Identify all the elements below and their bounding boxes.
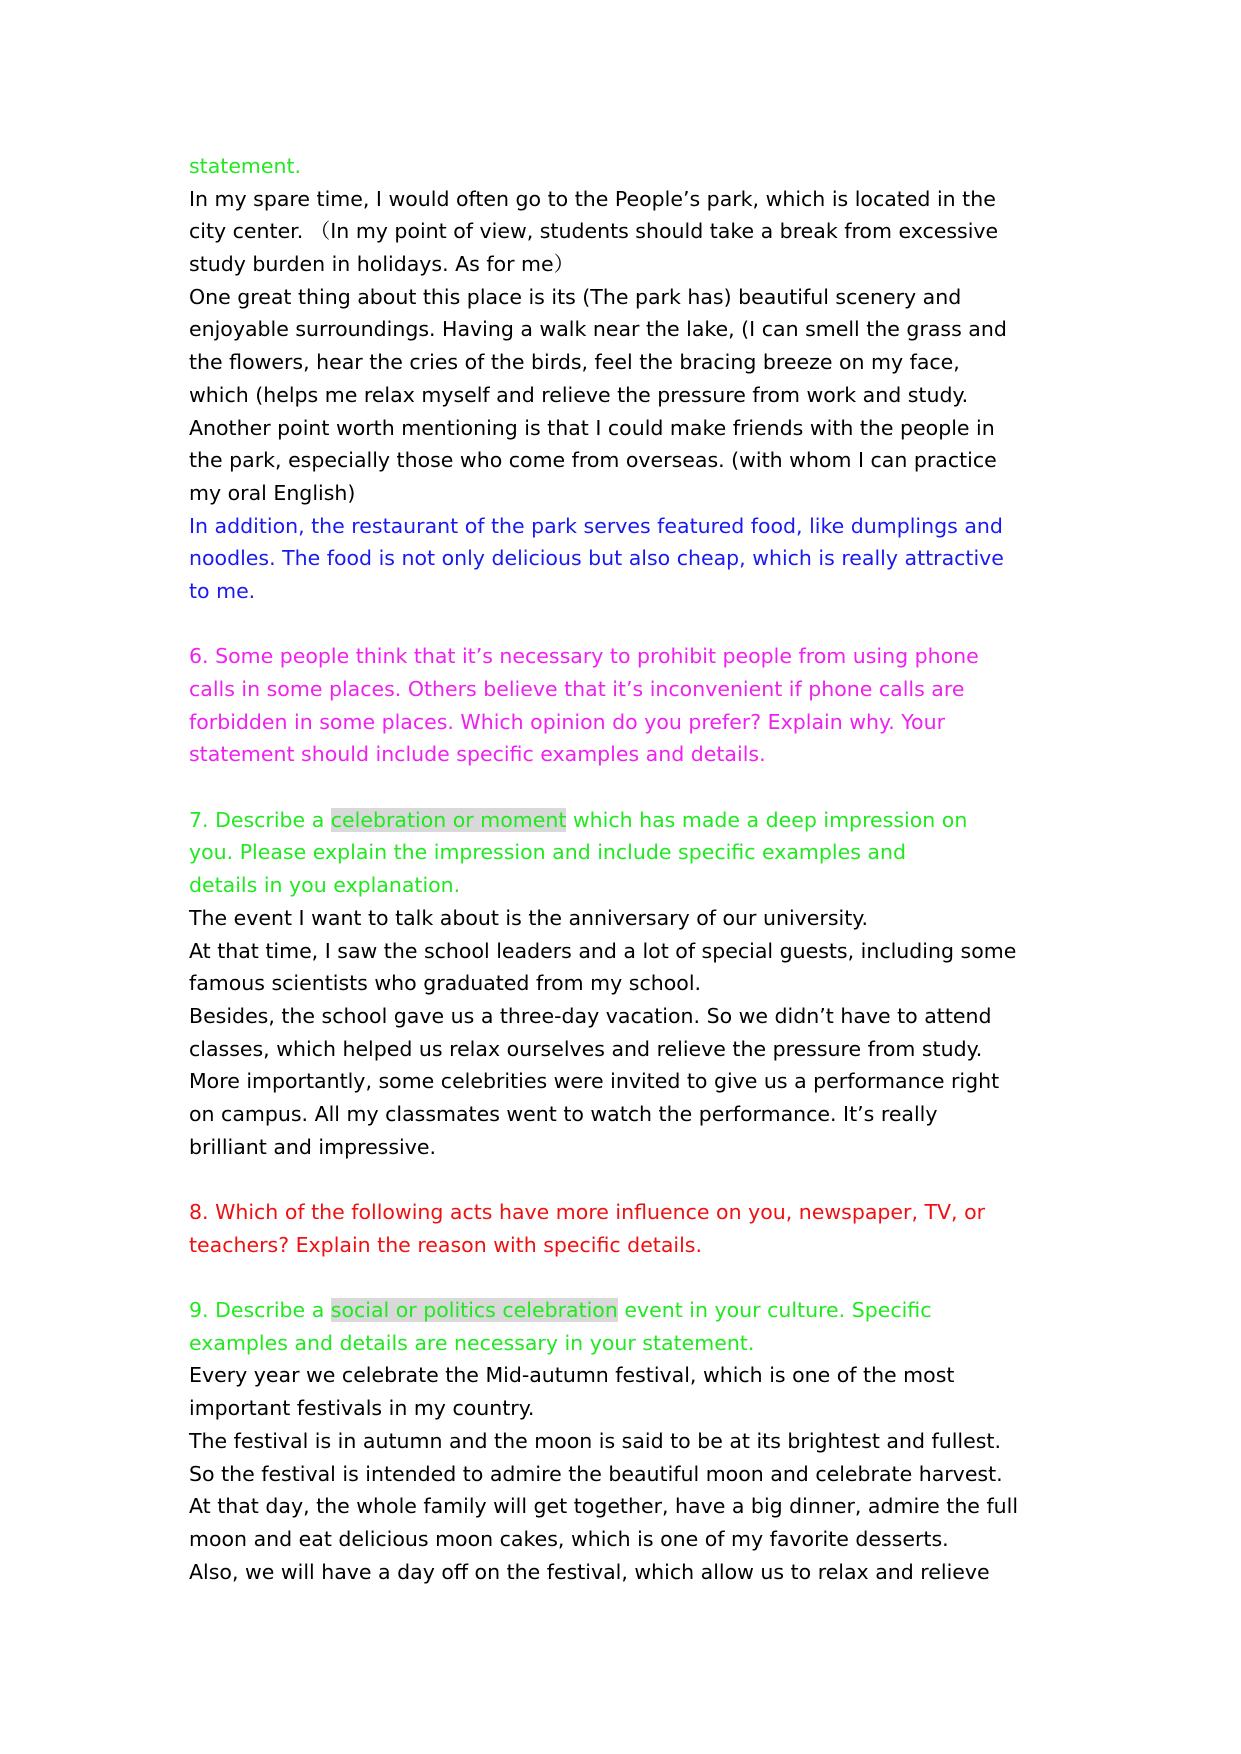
text-line: brilliant and impressive.: [189, 1134, 437, 1159]
text-line: you. Please explain the impression and include specific examples and: [189, 840, 906, 865]
text-line: In addition, the restaurant of the park serves featured food, like dumplings and: [189, 513, 1003, 538]
text-line: 8. Which of the following acts have more influence on you, newspaper, TV, or: [189, 1200, 986, 1224]
text-line: moon and eat delicious moon cakes, which is one of my favorite desserts.: [189, 1526, 949, 1551]
text-span: which has made a deep impression on: [566, 807, 968, 832]
text-span: 9. Describe a: [189, 1298, 331, 1323]
text-line: classes, which helped us relax ourselves and relieve the pressure from study.: [189, 1036, 983, 1061]
text-line: More importantly, some celebrities were invited to give us a performance right: [189, 1069, 1000, 1094]
paragraph: [189, 1359, 1089, 1588]
paragraph: [189, 183, 1089, 510]
text-line: on campus. All my classmates went to watch the performance. It’s really: [189, 1101, 938, 1126]
text-line: my oral English): [189, 480, 356, 505]
text-line: important festivals in my country.: [189, 1396, 535, 1421]
paragraph: [189, 804, 1089, 902]
text-line: statement should include specific examples and details.: [189, 742, 766, 767]
paragraph-spacer: [189, 1261, 1089, 1294]
paragraph: [189, 902, 1089, 1164]
text-span: event in your culture. Specific: [617, 1298, 932, 1323]
text-line: At that day, the whole family will get together, have a big dinner, admire the full: [189, 1494, 1019, 1519]
text-line: study burden in holidays. As for me）: [189, 252, 575, 277]
text-line: famous scientists who graduated from my school.: [189, 971, 702, 996]
text-line: [189, 804, 1089, 837]
text-line: forbidden in some places. Which opinion do you prefer? Explain why. Your: [189, 709, 945, 734]
text-line: Also, we will have a day off on the festival, which allow us to relax and relieve: [189, 1559, 990, 1584]
paragraph-spacer: [189, 1163, 1089, 1196]
text-line: One great thing about this place is its (The park has) beautiful scenery and: [189, 284, 962, 309]
paragraph-spacer: [189, 608, 1089, 641]
document-page: [189, 150, 1089, 1588]
text-line: statement.: [189, 154, 302, 178]
text-line: noodles. The food is not only delicious but also cheap, which is really attractive: [189, 546, 1004, 571]
text-line: calls in some places. Others believe that it’s inconvenient if phone calls are: [189, 677, 965, 701]
text-line: details in you explanation.: [189, 873, 461, 898]
text-line: the park, especially those who come from overseas. (with whom I can practice: [189, 448, 997, 473]
text-line: teachers? Explain the reason with specific details.: [189, 1232, 702, 1257]
paragraph-spacer: [189, 771, 1089, 804]
paragraph: [189, 640, 1089, 771]
text-line: enjoyable surroundings. Having a walk near the lake, (I can smell the grass and: [189, 317, 1007, 342]
text-line: Another point worth mentioning is that I could make friends with the people in: [189, 415, 995, 440]
paragraph: [189, 1294, 1089, 1359]
text-line: examples and details are necessary in your statement.: [189, 1330, 755, 1355]
paragraph: [189, 1196, 1089, 1261]
paragraph: [189, 150, 1089, 183]
text-line: The event I want to talk about is the anniversary of our university.: [189, 905, 868, 930]
text-line: At that time, I saw the school leaders and a lot of special guests, including some: [189, 938, 1017, 963]
paragraph: [189, 510, 1089, 608]
highlighted-phrase: celebration or moment: [330, 807, 567, 832]
text-span: 7. Describe a: [189, 807, 331, 832]
text-line: The festival is in autumn and the moon is said to be at its brightest and fullest.: [189, 1428, 1001, 1453]
text-line: So the festival is intended to admire the beautiful moon and celebrate harvest.: [189, 1461, 1003, 1486]
text-line: 6. Some people think that it’s necessary to prohibit people from using phone: [189, 644, 979, 669]
text-line: Every year we celebrate the Mid-autumn festival, which is one of the most: [189, 1363, 955, 1388]
text-line: In my spare time, I would often go to the People’s park, which is located in the: [189, 186, 996, 211]
text-line: Besides, the school gave us a three-day vacation. So we didn’t have to attend: [189, 1003, 992, 1028]
highlighted-phrase: social or politics celebration: [330, 1298, 618, 1323]
text-line: to me.: [189, 578, 256, 603]
text-line: city center. （In my point of view, students should take a break from excessive: [189, 219, 999, 244]
text-line: which (helps me relax myself and relieve the pressure from work and study.: [189, 382, 969, 407]
text-line: the flowers, hear the cries of the birds, feel the bracing breeze on my face,: [189, 350, 960, 375]
text-line: [189, 1294, 1089, 1327]
